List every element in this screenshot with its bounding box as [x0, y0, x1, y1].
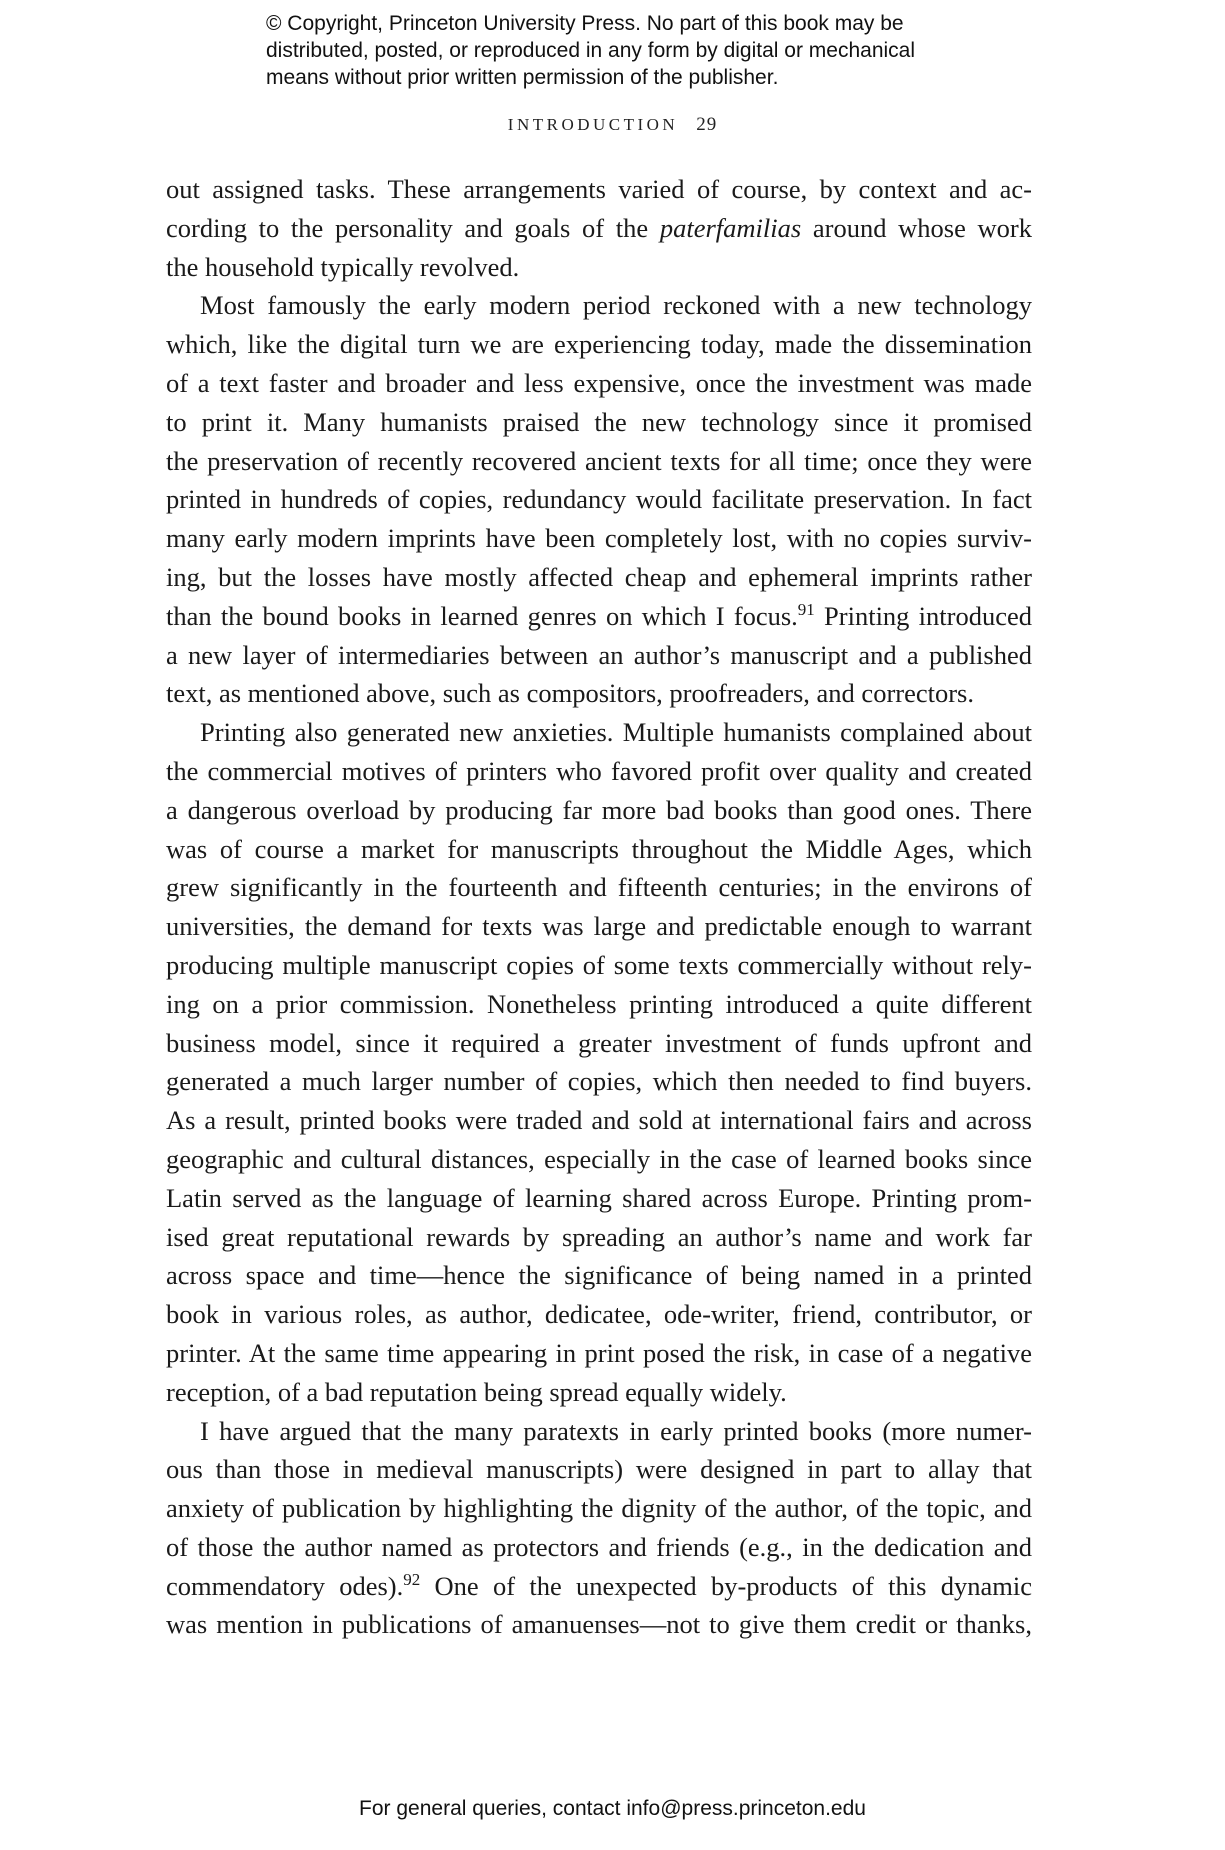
- footnote-ref-91[interactable]: 91: [797, 599, 815, 619]
- text-line: grew significantly in the fourteenth and fifteenth centuries; in the environs of: [166, 872, 1032, 903]
- text-line: the commercial motives of printers who favored profit over quality and created: [166, 755, 1032, 786]
- text-line: of a text faster and broader and less expensive, once the investment was made: [166, 367, 1032, 398]
- text-line: geographic and cultural distances, especially in the case of learned books since: [166, 1143, 1032, 1174]
- text-line: book in various roles, as author, dedicatee, ode-writer, friend, contributor, or: [166, 1299, 1032, 1330]
- text-line: ing on a prior commission. Nonetheless printing introduced a quite different: [166, 988, 1032, 1019]
- footnote-ref-92[interactable]: 92: [403, 1569, 421, 1589]
- text-line: As a result, printed books were traded and sold at international fairs and across: [166, 1105, 1032, 1136]
- body-text: [166, 170, 1032, 1644]
- text-line: ous than those in medieval manuscripts) were designed in part to allay that: [166, 1454, 1032, 1485]
- italic-term: paterfamilias: [659, 212, 802, 243]
- text-line: was of course a market for manuscripts throughout the Middle Ages, which: [166, 833, 1032, 864]
- text-line: was mention in publications of amanuenses—not to give them credit or thanks,: [166, 1609, 1032, 1640]
- text-line: than the bound books in learned genres on which I focus.$^{91}$ Printing introduced: [166, 599, 1032, 631]
- text-line: Latin served as the language of learning shared across Europe. Printing prom-: [166, 1182, 1032, 1213]
- text-line: ised great reputational rewards by spreading an author’s name and work far: [166, 1221, 1032, 1252]
- text-line: across space and time—hence the significance of being named in a printed: [166, 1260, 1032, 1291]
- text-line: ing, but the losses have mostly affected cheap and ephemeral imprints rather: [166, 561, 1032, 592]
- copyright-line: means without prior written permission of the publisher.: [266, 66, 779, 89]
- copyright-line: distributed, posted, or reproduced in any form by digital or mechanical: [266, 39, 916, 62]
- text-line: commendatory odes).$^{92}$ One of the unexpected by-products of this dynamic: [166, 1569, 1032, 1601]
- copyright-notice: [266, 10, 1026, 91]
- text-line: a dangerous overload by producing far more bad books than good ones. There: [166, 794, 1032, 825]
- page-number: 29: [696, 114, 718, 135]
- copyright-line: © Copyright, Princeton University Press. No part of this book may be: [266, 12, 904, 35]
- text-line: which, like the digital turn we are experiencing today, made the dissemination: [166, 329, 1032, 360]
- footer-contact: For general queries, contact info@press.princeton.edu: [359, 1797, 866, 1820]
- paragraph-first-line: I have argued that the many paratexts in early printed books (more numer-: [200, 1415, 1032, 1446]
- text-line: to print it. Many humanists praised the new technology since it promised: [166, 406, 1032, 437]
- text-line: of those the author named as protectors and friends (e.g., in the dedication and: [166, 1531, 1032, 1562]
- text-line: anxiety of publication by highlighting the dignity of the author, of the topic, and: [166, 1493, 1032, 1524]
- paragraph-first-line: Printing also generated new anxieties. Multiple humanists complained about: [200, 717, 1032, 748]
- text-line: printed in hundreds of copies, redundancy would facilitate preservation. In fact: [166, 484, 1032, 515]
- text-line: generated a much larger number of copies, which then needed to find buyers.: [166, 1066, 1032, 1097]
- paragraph-first-line: Most famously the early modern period reckoned with a new technology: [200, 290, 1032, 321]
- text-line: reception, of a bad reputation being spread equally widely.: [166, 1376, 787, 1407]
- text-line: many early modern imprints have been completely lost, with no copies surviv-: [166, 523, 1032, 554]
- text-line: text, as mentioned above, such as compositors, proofreaders, and correctors.: [166, 678, 974, 709]
- text-line: the preservation of recently recovered ancient texts for all time; once they were: [166, 445, 1032, 476]
- running-head: [0, 114, 1225, 136]
- text-line: universities, the demand for texts was large and predictable enough to warrant: [166, 911, 1032, 942]
- text-line: business model, since it required a greater investment of funds upfront and: [166, 1027, 1032, 1058]
- text-line: out assigned tasks. These arrangements varied of course, by context and ac-: [166, 174, 1032, 204]
- chapter-title: INTRODUCTION: [507, 115, 679, 134]
- text-line: the household typically revolved.: [166, 251, 520, 282]
- text-line: a new layer of intermediaries between an author’s manuscript and a published: [166, 639, 1032, 670]
- text-line: producing multiple manuscript copies of some texts commercially without rely-: [166, 949, 1032, 980]
- text-line: printer. At the same time appearing in print posed the risk, in case of a negative: [166, 1337, 1032, 1368]
- text-line: cording to the personality and goals of the paterfamilias around whose work: [166, 212, 1032, 243]
